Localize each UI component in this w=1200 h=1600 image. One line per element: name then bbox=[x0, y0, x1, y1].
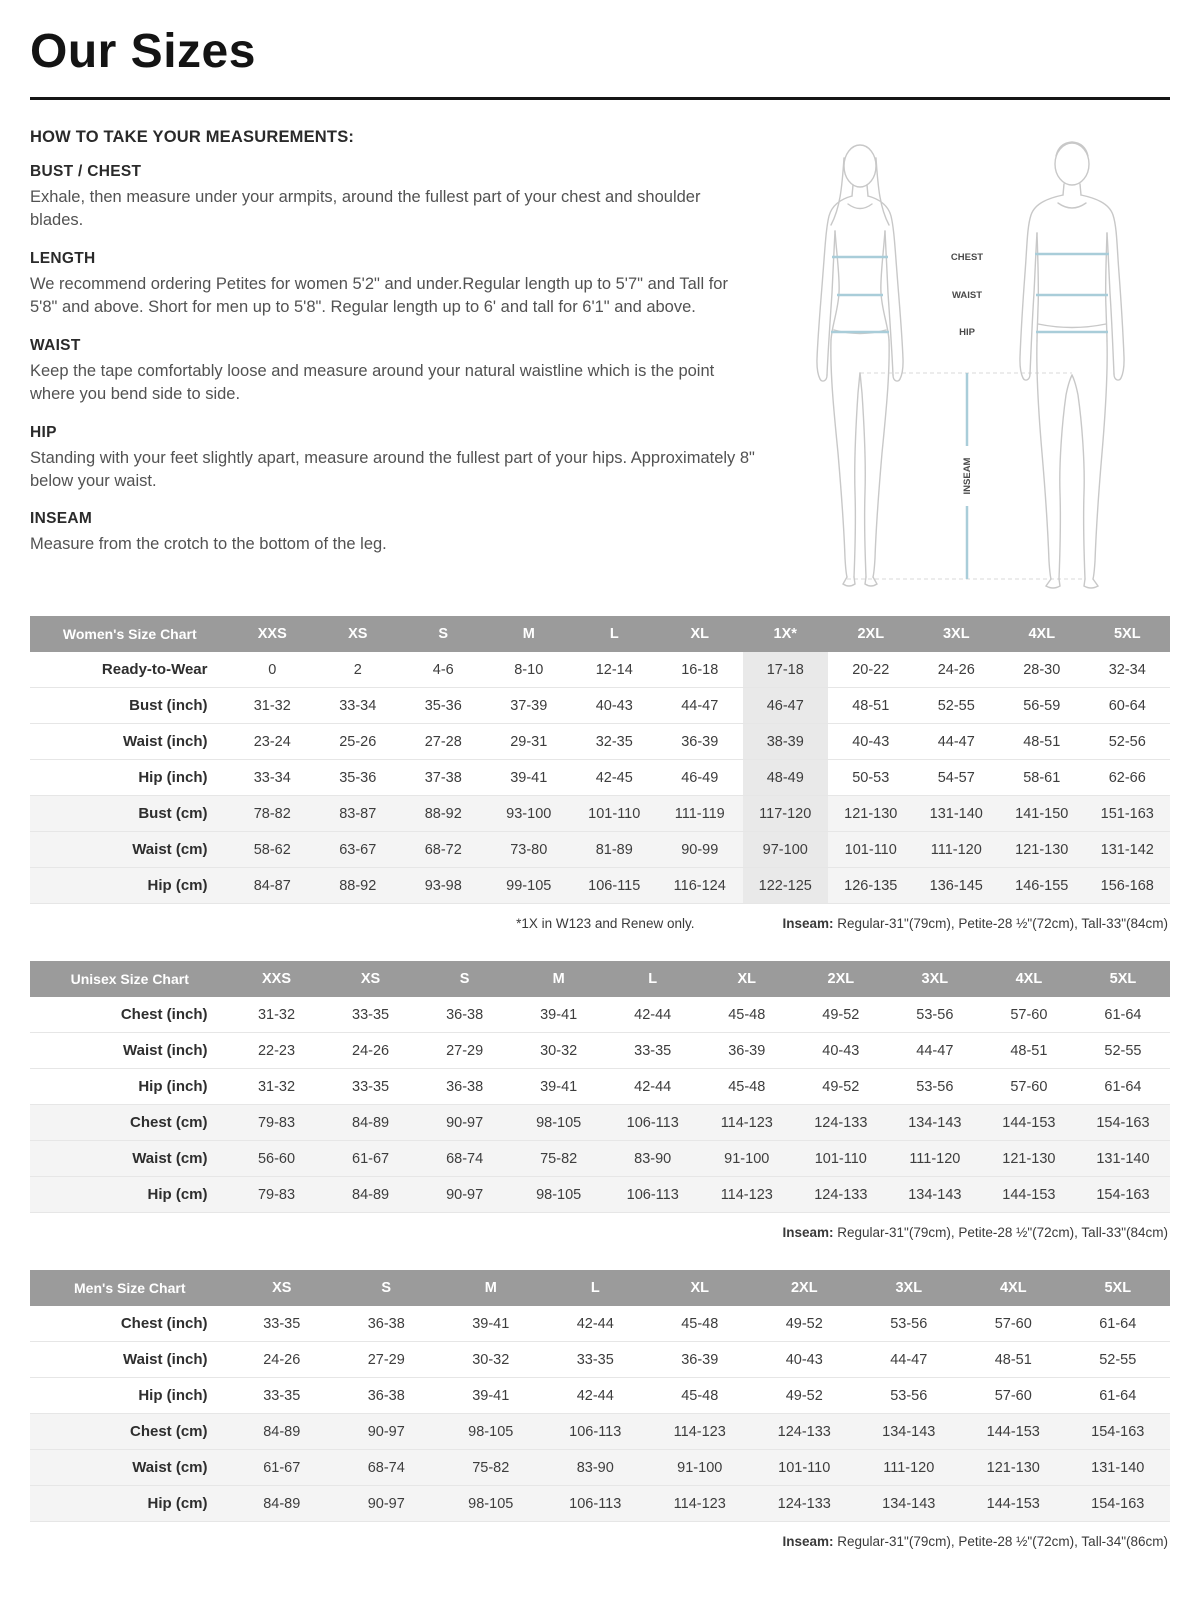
size-column-header: 5XL bbox=[1076, 961, 1170, 997]
table-title: Unisex Size Chart bbox=[30, 961, 230, 997]
row-label: Hip (inch) bbox=[30, 1378, 230, 1414]
size-value: 29-31 bbox=[486, 724, 572, 760]
size-value: 144-153 bbox=[982, 1105, 1076, 1141]
size-value: 131-140 bbox=[1076, 1141, 1170, 1177]
size-value: 61-64 bbox=[1066, 1306, 1171, 1342]
row-label: Waist (cm) bbox=[30, 1450, 230, 1486]
size-value: 122-125 bbox=[743, 868, 829, 904]
size-table bbox=[30, 1270, 1170, 1522]
size-value: 39-41 bbox=[439, 1378, 544, 1414]
section-body: Standing with your feet slightly apart, measure around the fullest part of your hips. Approximately 8" below your waist. bbox=[30, 448, 755, 490]
size-value: 22-23 bbox=[230, 1033, 324, 1069]
size-value: 42-44 bbox=[543, 1378, 648, 1414]
size-value: 134-143 bbox=[857, 1414, 962, 1450]
size-value: 68-74 bbox=[418, 1141, 512, 1177]
size-value: 121-130 bbox=[999, 832, 1085, 868]
size-value: 57-60 bbox=[982, 997, 1076, 1033]
size-value: 30-32 bbox=[439, 1342, 544, 1378]
section-waist bbox=[30, 337, 756, 407]
size-charts bbox=[30, 616, 1170, 1549]
size-value: 124-133 bbox=[794, 1105, 888, 1141]
table-title: Women's Size Chart bbox=[30, 616, 230, 652]
size-value: 33-34 bbox=[230, 760, 316, 796]
section-body: Measure from the crotch to the bottom of the leg. bbox=[30, 535, 387, 554]
size-value: 39-41 bbox=[512, 997, 606, 1033]
size-value: 57-60 bbox=[961, 1378, 1066, 1414]
size-value: 4-6 bbox=[401, 652, 487, 688]
size-value: 154-163 bbox=[1076, 1105, 1170, 1141]
size-value: 53-56 bbox=[888, 997, 982, 1033]
size-column-header: M bbox=[486, 616, 572, 652]
size-value: 39-41 bbox=[439, 1306, 544, 1342]
size-value: 33-35 bbox=[230, 1378, 335, 1414]
table-footnote bbox=[30, 1534, 1170, 1549]
size-value: 33-35 bbox=[606, 1033, 700, 1069]
section-body: Keep the tape comfortably loose and measure around your natural waistline which is the point where you bend side to side. bbox=[30, 361, 715, 404]
size-value: 154-163 bbox=[1066, 1414, 1171, 1450]
size-value: 98-105 bbox=[439, 1486, 544, 1522]
size-value: 131-140 bbox=[914, 796, 1000, 832]
size-value: 84-89 bbox=[324, 1177, 418, 1213]
size-value: 83-87 bbox=[315, 796, 401, 832]
size-value: 48-51 bbox=[999, 724, 1085, 760]
size-column-header: 4XL bbox=[999, 616, 1085, 652]
size-column-header: S bbox=[418, 961, 512, 997]
row-label: Waist (inch) bbox=[30, 1033, 230, 1069]
size-value: 116-124 bbox=[657, 868, 743, 904]
size-value: 45-48 bbox=[700, 1069, 794, 1105]
size-value: 124-133 bbox=[752, 1486, 857, 1522]
size-value: 101-110 bbox=[794, 1141, 888, 1177]
size-column-header: L bbox=[572, 616, 658, 652]
size-value: 27-28 bbox=[401, 724, 487, 760]
measurement-diagram bbox=[782, 124, 1167, 594]
size-value: 36-38 bbox=[334, 1306, 439, 1342]
row-label: Bust (inch) bbox=[30, 688, 230, 724]
size-value: 33-34 bbox=[315, 688, 401, 724]
size-value: 61-67 bbox=[324, 1141, 418, 1177]
size-value: 24-26 bbox=[230, 1342, 335, 1378]
size-value: 134-143 bbox=[888, 1105, 982, 1141]
size-value: 106-113 bbox=[543, 1486, 648, 1522]
body-figures-illustration bbox=[782, 132, 1152, 594]
size-value: 46-47 bbox=[743, 688, 829, 724]
size-value: 56-60 bbox=[230, 1141, 324, 1177]
size-value: 33-35 bbox=[324, 1069, 418, 1105]
size-value: 61-64 bbox=[1076, 997, 1170, 1033]
size-value: 106-113 bbox=[543, 1414, 648, 1450]
size-value: 36-39 bbox=[657, 724, 743, 760]
size-value: 79-83 bbox=[230, 1177, 324, 1213]
size-value: 31-32 bbox=[230, 1069, 324, 1105]
size-value: 98-105 bbox=[439, 1414, 544, 1450]
size-value: 75-82 bbox=[512, 1141, 606, 1177]
womens-size-chart bbox=[30, 616, 1170, 931]
size-value: 38-39 bbox=[743, 724, 829, 760]
size-value: 45-48 bbox=[648, 1306, 753, 1342]
size-value: 31-32 bbox=[230, 997, 324, 1033]
size-column-header: 3XL bbox=[857, 1270, 962, 1306]
size-value: 49-52 bbox=[752, 1378, 857, 1414]
chest-label: CHEST bbox=[950, 252, 984, 263]
size-value: 36-39 bbox=[648, 1342, 753, 1378]
size-value: 88-92 bbox=[401, 796, 487, 832]
instructions-heading: HOW TO TAKE YOUR MEASUREMENTS: bbox=[30, 128, 355, 146]
size-value: 131-140 bbox=[1066, 1450, 1171, 1486]
size-value: 154-163 bbox=[1076, 1177, 1170, 1213]
size-value: 114-123 bbox=[648, 1414, 753, 1450]
size-value: 36-38 bbox=[418, 997, 512, 1033]
title-divider bbox=[30, 97, 1170, 100]
size-value: 39-41 bbox=[512, 1069, 606, 1105]
size-value: 20-22 bbox=[828, 652, 914, 688]
size-value: 144-153 bbox=[982, 1177, 1076, 1213]
size-value: 48-51 bbox=[828, 688, 914, 724]
section-body: We recommend ordering Petites for women 5'2" and under.Regular length up to 5'7" and Tall for 5'8" and above. Short for men up to 5'8". Regular length up to 6' and tall for 6'1" and above. bbox=[30, 274, 728, 317]
size-column-header: M bbox=[512, 961, 606, 997]
row-label: Hip (cm) bbox=[30, 868, 230, 904]
size-value: 111-120 bbox=[857, 1450, 962, 1486]
size-column-header: XL bbox=[648, 1270, 753, 1306]
size-value: 56-59 bbox=[999, 688, 1085, 724]
size-value: 27-29 bbox=[334, 1342, 439, 1378]
size-value: 78-82 bbox=[230, 796, 316, 832]
size-value: 12-14 bbox=[572, 652, 658, 688]
size-value: 45-48 bbox=[648, 1378, 753, 1414]
size-column-header: 2XL bbox=[794, 961, 888, 997]
size-column-header: XL bbox=[700, 961, 794, 997]
size-value: 32-34 bbox=[1085, 652, 1171, 688]
table-title: Men's Size Chart bbox=[30, 1270, 230, 1306]
size-value: 81-89 bbox=[572, 832, 658, 868]
size-value: 93-98 bbox=[401, 868, 487, 904]
section-title: WAIST bbox=[30, 336, 81, 354]
size-value: 61-67 bbox=[230, 1450, 335, 1486]
size-value: 40-43 bbox=[572, 688, 658, 724]
measurement-lines bbox=[831, 254, 1109, 579]
measurements-section bbox=[30, 124, 1170, 594]
size-column-header: L bbox=[543, 1270, 648, 1306]
size-value: 61-64 bbox=[1076, 1069, 1170, 1105]
size-value: 111-120 bbox=[888, 1141, 982, 1177]
size-value: 106-113 bbox=[606, 1105, 700, 1141]
size-table bbox=[30, 616, 1170, 904]
size-value: 121-130 bbox=[828, 796, 914, 832]
size-value: 79-83 bbox=[230, 1105, 324, 1141]
size-value: 28-30 bbox=[999, 652, 1085, 688]
size-value: 98-105 bbox=[512, 1105, 606, 1141]
section-inseam bbox=[30, 510, 756, 556]
size-value: 101-110 bbox=[828, 832, 914, 868]
page-title: Our Sizes bbox=[30, 25, 256, 78]
hip-label: HIP bbox=[959, 327, 975, 338]
size-value: 68-72 bbox=[401, 832, 487, 868]
size-value: 75-82 bbox=[439, 1450, 544, 1486]
size-column-header: XL bbox=[657, 616, 743, 652]
size-value: 141-150 bbox=[999, 796, 1085, 832]
size-value: 54-57 bbox=[914, 760, 1000, 796]
size-value: 33-35 bbox=[324, 997, 418, 1033]
size-value: 84-89 bbox=[230, 1414, 335, 1450]
size-value: 90-97 bbox=[334, 1486, 439, 1522]
size-value: 8-10 bbox=[486, 652, 572, 688]
size-value: 45-48 bbox=[700, 997, 794, 1033]
size-value: 121-130 bbox=[961, 1450, 1066, 1486]
size-value: 84-89 bbox=[230, 1486, 335, 1522]
size-value: 48-49 bbox=[743, 760, 829, 796]
size-value: 46-49 bbox=[657, 760, 743, 796]
size-column-header: XXS bbox=[230, 616, 316, 652]
size-column-header: 3XL bbox=[888, 961, 982, 997]
size-value: 53-56 bbox=[857, 1378, 962, 1414]
size-value: 36-39 bbox=[700, 1033, 794, 1069]
size-value: 117-120 bbox=[743, 796, 829, 832]
size-value: 49-52 bbox=[794, 997, 888, 1033]
size-column-header: 2XL bbox=[752, 1270, 857, 1306]
size-value: 146-155 bbox=[999, 868, 1085, 904]
size-value: 93-100 bbox=[486, 796, 572, 832]
row-label: Hip (inch) bbox=[30, 760, 230, 796]
row-label: Waist (inch) bbox=[30, 1342, 230, 1378]
size-value: 44-47 bbox=[888, 1033, 982, 1069]
size-value: 49-52 bbox=[794, 1069, 888, 1105]
size-value: 106-113 bbox=[606, 1177, 700, 1213]
size-value: 24-26 bbox=[324, 1033, 418, 1069]
size-value: 101-110 bbox=[572, 796, 658, 832]
size-value: 99-105 bbox=[486, 868, 572, 904]
size-column-header: M bbox=[439, 1270, 544, 1306]
size-column-header: 5XL bbox=[1066, 1270, 1171, 1306]
size-value: 52-55 bbox=[1076, 1033, 1170, 1069]
size-value: 57-60 bbox=[961, 1306, 1066, 1342]
size-column-header: 2XL bbox=[828, 616, 914, 652]
size-value: 97-100 bbox=[743, 832, 829, 868]
size-value: 114-123 bbox=[648, 1486, 753, 1522]
size-value: 42-45 bbox=[572, 760, 658, 796]
size-value: 98-105 bbox=[512, 1177, 606, 1213]
unisex-size-chart bbox=[30, 961, 1170, 1240]
size-value: 151-163 bbox=[1085, 796, 1171, 832]
size-value: 35-36 bbox=[401, 688, 487, 724]
row-label: Hip (inch) bbox=[30, 1069, 230, 1105]
section-hip bbox=[30, 424, 756, 494]
size-value: 111-120 bbox=[914, 832, 1000, 868]
size-value: 114-123 bbox=[700, 1105, 794, 1141]
size-value: 111-119 bbox=[657, 796, 743, 832]
size-value: 134-143 bbox=[857, 1486, 962, 1522]
row-label: Waist (inch) bbox=[30, 724, 230, 760]
size-value: 90-99 bbox=[657, 832, 743, 868]
size-value: 90-97 bbox=[418, 1177, 512, 1213]
size-value: 50-53 bbox=[828, 760, 914, 796]
size-value: 101-110 bbox=[752, 1450, 857, 1486]
size-value: 154-163 bbox=[1066, 1486, 1171, 1522]
size-value: 33-35 bbox=[230, 1306, 335, 1342]
size-value: 39-41 bbox=[486, 760, 572, 796]
woman-figure bbox=[817, 145, 903, 586]
size-value: 52-55 bbox=[914, 688, 1000, 724]
size-value: 144-153 bbox=[961, 1414, 1066, 1450]
size-value: 63-67 bbox=[315, 832, 401, 868]
size-column-header: 1X* bbox=[743, 616, 829, 652]
size-value: 48-51 bbox=[982, 1033, 1076, 1069]
size-column-header: S bbox=[334, 1270, 439, 1306]
section-bust-chest bbox=[30, 163, 756, 233]
table-footnote bbox=[30, 916, 1170, 931]
row-label: Chest (cm) bbox=[30, 1414, 230, 1450]
size-value: 44-47 bbox=[857, 1342, 962, 1378]
size-value: 126-135 bbox=[828, 868, 914, 904]
waist-label: WAIST bbox=[951, 290, 983, 301]
size-value: 136-145 bbox=[914, 868, 1000, 904]
size-value: 53-56 bbox=[888, 1069, 982, 1105]
size-column-header: S bbox=[401, 616, 487, 652]
row-label: Waist (cm) bbox=[30, 1141, 230, 1177]
size-value: 62-66 bbox=[1085, 760, 1171, 796]
size-value: 114-123 bbox=[700, 1177, 794, 1213]
mens-size-chart bbox=[30, 1270, 1170, 1549]
size-value: 52-55 bbox=[1066, 1342, 1171, 1378]
man-figure bbox=[1020, 142, 1124, 588]
section-title: HIP bbox=[30, 423, 57, 441]
table-footnote bbox=[30, 1225, 1170, 1240]
size-column-header: 4XL bbox=[961, 1270, 1066, 1306]
size-value: 73-80 bbox=[486, 832, 572, 868]
size-value: 30-32 bbox=[512, 1033, 606, 1069]
size-value: 84-89 bbox=[324, 1105, 418, 1141]
size-value: 84-87 bbox=[230, 868, 316, 904]
size-column-header: XS bbox=[230, 1270, 335, 1306]
size-value: 37-38 bbox=[401, 760, 487, 796]
section-title: BUST / CHEST bbox=[30, 163, 142, 180]
size-value: 57-60 bbox=[982, 1069, 1076, 1105]
size-value: 48-51 bbox=[961, 1342, 1066, 1378]
size-value: 36-38 bbox=[334, 1378, 439, 1414]
size-value: 49-52 bbox=[752, 1306, 857, 1342]
size-value: 37-39 bbox=[486, 688, 572, 724]
size-value: 40-43 bbox=[828, 724, 914, 760]
row-label: Hip (cm) bbox=[30, 1177, 230, 1213]
row-label: Chest (inch) bbox=[30, 1306, 230, 1342]
size-value: 17-18 bbox=[743, 652, 829, 688]
size-value: 42-44 bbox=[606, 997, 700, 1033]
size-value: 90-97 bbox=[334, 1414, 439, 1450]
size-value: 68-74 bbox=[334, 1450, 439, 1486]
row-label: Chest (cm) bbox=[30, 1105, 230, 1141]
section-title: LENGTH bbox=[30, 249, 96, 267]
size-value: 40-43 bbox=[752, 1342, 857, 1378]
size-value: 53-56 bbox=[857, 1306, 962, 1342]
size-value: 124-133 bbox=[794, 1177, 888, 1213]
size-value: 42-44 bbox=[543, 1306, 648, 1342]
row-label: Bust (cm) bbox=[30, 796, 230, 832]
size-value: 32-35 bbox=[572, 724, 658, 760]
size-value: 2 bbox=[315, 652, 401, 688]
size-value: 90-97 bbox=[418, 1105, 512, 1141]
size-value: 27-29 bbox=[418, 1033, 512, 1069]
size-value: 156-168 bbox=[1085, 868, 1171, 904]
size-value: 106-115 bbox=[572, 868, 658, 904]
size-value: 33-35 bbox=[543, 1342, 648, 1378]
size-value: 83-90 bbox=[543, 1450, 648, 1486]
row-label: Chest (inch) bbox=[30, 997, 230, 1033]
section-title: INSEAM bbox=[30, 510, 93, 528]
row-label: Ready-to-Wear bbox=[30, 652, 230, 688]
size-column-header: 5XL bbox=[1085, 616, 1171, 652]
size-value: 24-26 bbox=[914, 652, 1000, 688]
size-value: 40-43 bbox=[794, 1033, 888, 1069]
measurement-instructions bbox=[30, 124, 756, 594]
size-value: 36-38 bbox=[418, 1069, 512, 1105]
size-column-header: 4XL bbox=[982, 961, 1076, 997]
size-value: 91-100 bbox=[700, 1141, 794, 1177]
size-column-header: XS bbox=[324, 961, 418, 997]
size-value: 60-64 bbox=[1085, 688, 1171, 724]
size-value: 121-130 bbox=[982, 1141, 1076, 1177]
footnote-inseam: Inseam: Regular-31"(79cm), Petite-28 ½"(72cm), Tall-33"(84cm) bbox=[782, 916, 1168, 931]
size-value: 83-90 bbox=[606, 1141, 700, 1177]
size-value: 25-26 bbox=[315, 724, 401, 760]
size-column-header: XS bbox=[315, 616, 401, 652]
footnote-note: *1X in W123 and Renew only. bbox=[516, 916, 695, 931]
footnote-inseam: Inseam: Regular-31"(79cm), Petite-28 ½"(72cm), Tall-34"(86cm) bbox=[782, 1534, 1168, 1549]
size-value: 131-142 bbox=[1085, 832, 1171, 868]
size-value: 144-153 bbox=[961, 1486, 1066, 1522]
size-value: 124-133 bbox=[752, 1414, 857, 1450]
row-label: Hip (cm) bbox=[30, 1486, 230, 1522]
size-value: 91-100 bbox=[648, 1450, 753, 1486]
size-column-header: L bbox=[606, 961, 700, 997]
size-column-header: 3XL bbox=[914, 616, 1000, 652]
size-value: 16-18 bbox=[657, 652, 743, 688]
inseam-label: INSEAM bbox=[962, 457, 973, 495]
size-table bbox=[30, 961, 1170, 1213]
size-value: 31-32 bbox=[230, 688, 316, 724]
size-value: 61-64 bbox=[1066, 1378, 1171, 1414]
size-value: 44-47 bbox=[914, 724, 1000, 760]
size-column-header: XXS bbox=[230, 961, 324, 997]
row-label: Waist (cm) bbox=[30, 832, 230, 868]
footnote-inseam: Inseam: Regular-31"(79cm), Petite-28 ½"(72cm), Tall-33"(84cm) bbox=[782, 1225, 1168, 1240]
size-value: 58-61 bbox=[999, 760, 1085, 796]
size-value: 0 bbox=[230, 652, 316, 688]
size-value: 88-92 bbox=[315, 868, 401, 904]
section-body: Exhale, then measure under your armpits, around the fullest part of your chest and shoulder blades. bbox=[30, 188, 701, 230]
size-value: 52-56 bbox=[1085, 724, 1171, 760]
size-value: 42-44 bbox=[606, 1069, 700, 1105]
section-length bbox=[30, 250, 756, 320]
size-value: 58-62 bbox=[230, 832, 316, 868]
size-value: 134-143 bbox=[888, 1177, 982, 1213]
size-value: 23-24 bbox=[230, 724, 316, 760]
size-value: 35-36 bbox=[315, 760, 401, 796]
size-value: 44-47 bbox=[657, 688, 743, 724]
